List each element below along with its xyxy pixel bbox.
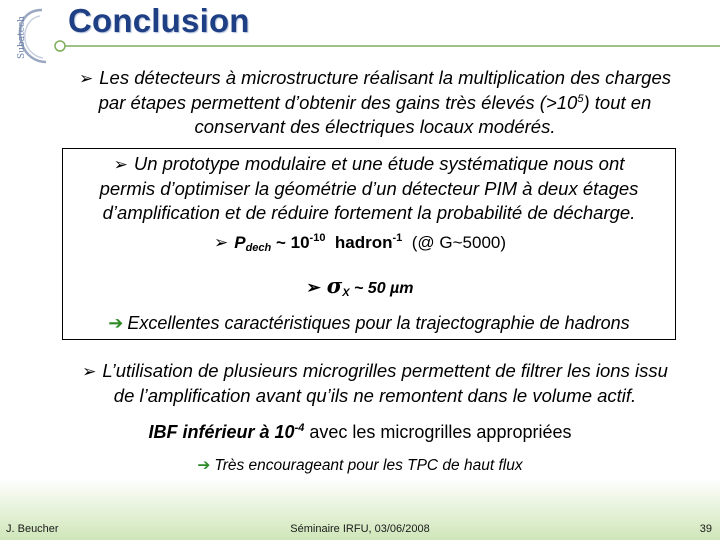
green-arrow-icon: ➔	[108, 313, 124, 333]
excellent-conclusion: ➔ Excellentes caractéristiques pour la trajectographie de hadrons	[108, 313, 630, 333]
footer-author: J. Beucher	[6, 523, 59, 535]
footer-event: Séminaire IRFU, 03/06/2008	[290, 523, 430, 535]
ibf-result: IBF inférieur à $10^{-4}$ avec les microgrilles appropriées	[148, 422, 572, 442]
green-arrow-icon: ➔	[197, 457, 211, 474]
arrow-bullet-icon: ➢	[82, 362, 97, 381]
arrow-bullet-icon: ➢	[306, 278, 321, 297]
bullet-microstructure: ➢ Les détecteurs à microstructure réalisant la multiplication des charges par étapes permettent d’obtenir des gains très élevés $(>10^5)$ tout en conservant des électriques locaux modérés.	[79, 67, 671, 137]
slide-title: Conclusion	[68, 2, 250, 39]
arrow-bullet-icon: ➢	[213, 233, 229, 252]
encouraging-note: ➔ Très encourageant pour les TPC de haut flux	[197, 457, 523, 474]
svg-text:Subatech: Subatech	[17, 16, 27, 59]
title-underline	[50, 36, 720, 56]
bullet-prototype: ➢ Un prototype modulaire et une étude systématique nous ont permis d’optimiser la géométrie d’un détecteur PIM à deux étages d’amplification et de réduire fortement la probabilité de décharge.	[99, 153, 639, 223]
page-number: 39	[699, 523, 712, 535]
discharge-probability: ➢ $P_{dech}$ ~ $10^{-10}$ hadron$^{-1}$ (@ G~5000)	[213, 232, 507, 254]
arrow-bullet-icon: ➢	[113, 155, 128, 174]
spatial-resolution: ➢ $\sigma_X$ ~ 50 µm	[306, 273, 414, 299]
arrow-bullet-icon: ➢	[79, 69, 94, 88]
subatech-logo	[10, 4, 50, 68]
bullet-microgrilles: ➢ L’utilisation de plusieurs microgrilles permettent de filtrer les ions issu de l’amplification avant qu’ils ne remontent dans le volume actif.	[82, 360, 668, 406]
